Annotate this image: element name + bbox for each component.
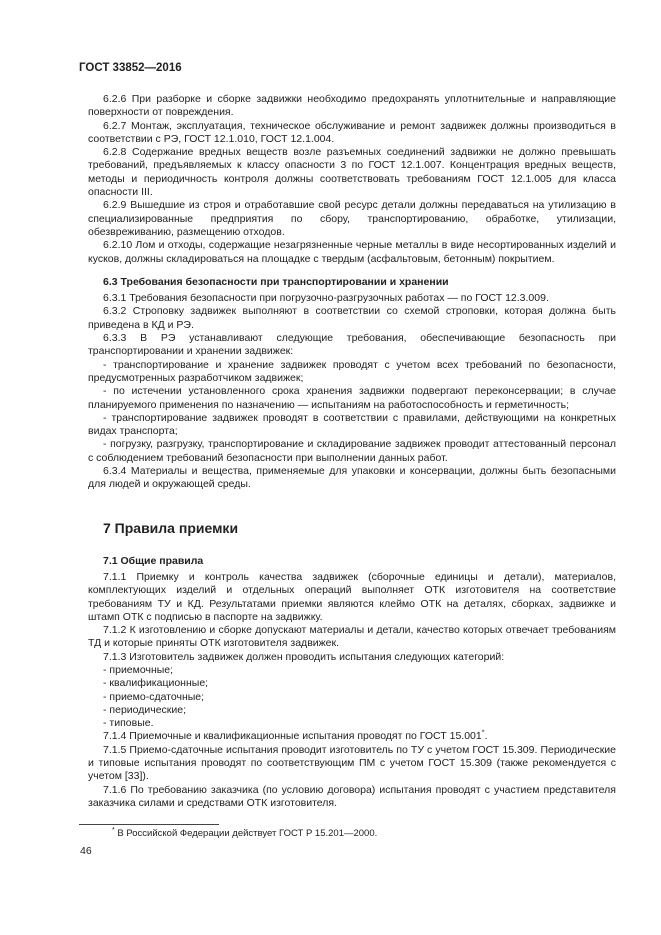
footnote: [112, 828, 377, 839]
paragraph-6-3-2: 6.3.2 Строповку задвижек выполняют в соответствии со схемой строповки, которая должна быть приведена в КД и РЭ.: [88, 305, 616, 331]
paragraph-6-2-8: 6.2.8 Содержание вредных веществ возле разъемных соединений задвижки не должно превышать требований, предъявляемых к классу опасности 3 по ГОСТ 12.1.007. Концентрация вредных веществ, методы и периодичность контроля должны соответствовать требованиям ГОСТ 12.1.005 для класса опасности III.: [88, 146, 616, 199]
paragraph-7-1-5: 7.1.5 Приемо-сдаточные испытания проводит изготовитель по ТУ с учетом ГОСТ 15.309. Периодические и типовые испытания проводят по соответствующим ПМ с учетом ГОСТ 15.309 (также рекомендуется с учетом [33]).: [88, 743, 616, 783]
paragraph-7-1-4-end: .: [484, 730, 488, 743]
footnote-text: В Российской Федерации действует ГОСТ Р 15.201—2000.: [114, 828, 378, 839]
paragraph-7-1-3: 7.1.3 Изготовитель задвижек должен проводить испытания следующих категорий:: [103, 650, 505, 663]
list-item: - погрузку, разгрузку, транспортирование и складирование задвижек проводит аттестованный персонал с соблюдением требований безопасности при выполнении данных работ.: [88, 438, 616, 464]
paragraph-6-2-10: 6.2.10 Лом и отходы, содержащие незагрязненные черные металлы в виде несортированных изделий и кусков, должны складироваться на площадке с твердым (асфальтовым, бетонным) покрытием.: [88, 239, 616, 265]
footnote-mark: *: [481, 729, 485, 737]
paragraph-6-3-1: 6.3.1 Требования безопасности при погрузочно-разгрузочных работах — по ГОСТ 12.3.009.: [103, 292, 549, 305]
paragraph-6-2-6: 6.2.6 При разборке и сборке задвижки необходимо предохранять уплотнительные и направляющие поверхности от повреждения.: [88, 93, 616, 119]
section-heading-7: 7 Правила приемки: [103, 519, 239, 536]
footnote-divider: [79, 824, 219, 825]
document-header: ГОСТ 33852—2016: [79, 62, 182, 74]
list-item: - квалификационные;: [103, 677, 209, 690]
paragraph-7-1-6: 7.1.6 По требованию заказчика (по условию договора) испытания проводят с участием представителя заказчика силами и средствами ОТК изготовителя.: [88, 783, 616, 809]
list-item: - по истечении установленного срока хранения задвижки подвергают переконсервации; в случае планируемого применения по назначению — испытаниям на работоспособность и герметичность;: [88, 385, 616, 411]
list-item: - типовые.: [103, 717, 154, 730]
paragraph-7-1-4-text: 7.1.4 Приемочные и квалификационные испытания проводят по ГОСТ 15.001: [103, 730, 482, 743]
paragraph-6-2-9: 6.2.9 Вышедшие из строя и отработавшие свой ресурс детали должны передаваться на утилизацию в специализированные предприятия по сбору, транспортированию, обработке, утилизации, обезвреживанию, размещению отходов.: [88, 199, 616, 238]
subsection-heading-7-1: 7.1 Общие правила: [103, 554, 204, 567]
paragraph-7-1-2: 7.1.2 К изготовлению и сборке допускают материалы и детали, качество которых отвечает требованиям ТД и которые приняты ОТК изготовителя задвижек.: [88, 624, 616, 650]
list-item: - приемочные;: [103, 663, 174, 676]
page-number: 46: [80, 845, 92, 857]
list-item: - приемо-сдаточные;: [103, 690, 205, 703]
paragraph-6-3-3: 6.3.3 В РЭ устанавливают следующие требования, обеспечивающие безопасность при транспортировании и хранении задвижек:: [88, 332, 616, 358]
paragraph-7-1-1: 7.1.1 Приемку и контроль качества задвижек (сборочные единицы и детали), материалов, комплектующих изделий и отдельных операций выполняет ОТК изготовителя на соответствие требованиям ТУ и КД. Результатами приемки являются клеймо ОТК на деталях, сборках, задвижке и штамп ОТК с подписью в паспорте на задвижку.: [88, 570, 616, 623]
document-body: [88, 93, 616, 810]
paragraph-7-1-4: [88, 730, 616, 743]
paragraph-6-2-7: 6.2.7 Монтаж, эксплуатация, техническое обслуживание и ремонт задвижек должны производиться в соответствии с РЭ, ГОСТ 12.1.010, ГОСТ 12.1.004.: [88, 119, 616, 145]
list-item: - транспортирование задвижек проводят в соответствии с правилами, действующими на конкретных видах транспорта;: [88, 411, 616, 438]
subsection-heading-6-3: 6.3 Требования безопасности при транспортировании и хранении: [103, 275, 449, 288]
footnote-mark: *: [112, 826, 115, 834]
list-item: - транспортирование и хранение задвижек проводят с учетом всех требований по безопасности, предусмотренных разработчиком задвижек;: [88, 358, 616, 384]
paragraph-6-3-4: 6.3.4 Материалы и вещества, применяемые для упаковки и консервации, должны быть безопасными для людей и окружающей среды.: [88, 465, 616, 491]
list-item: - периодические;: [103, 703, 187, 716]
